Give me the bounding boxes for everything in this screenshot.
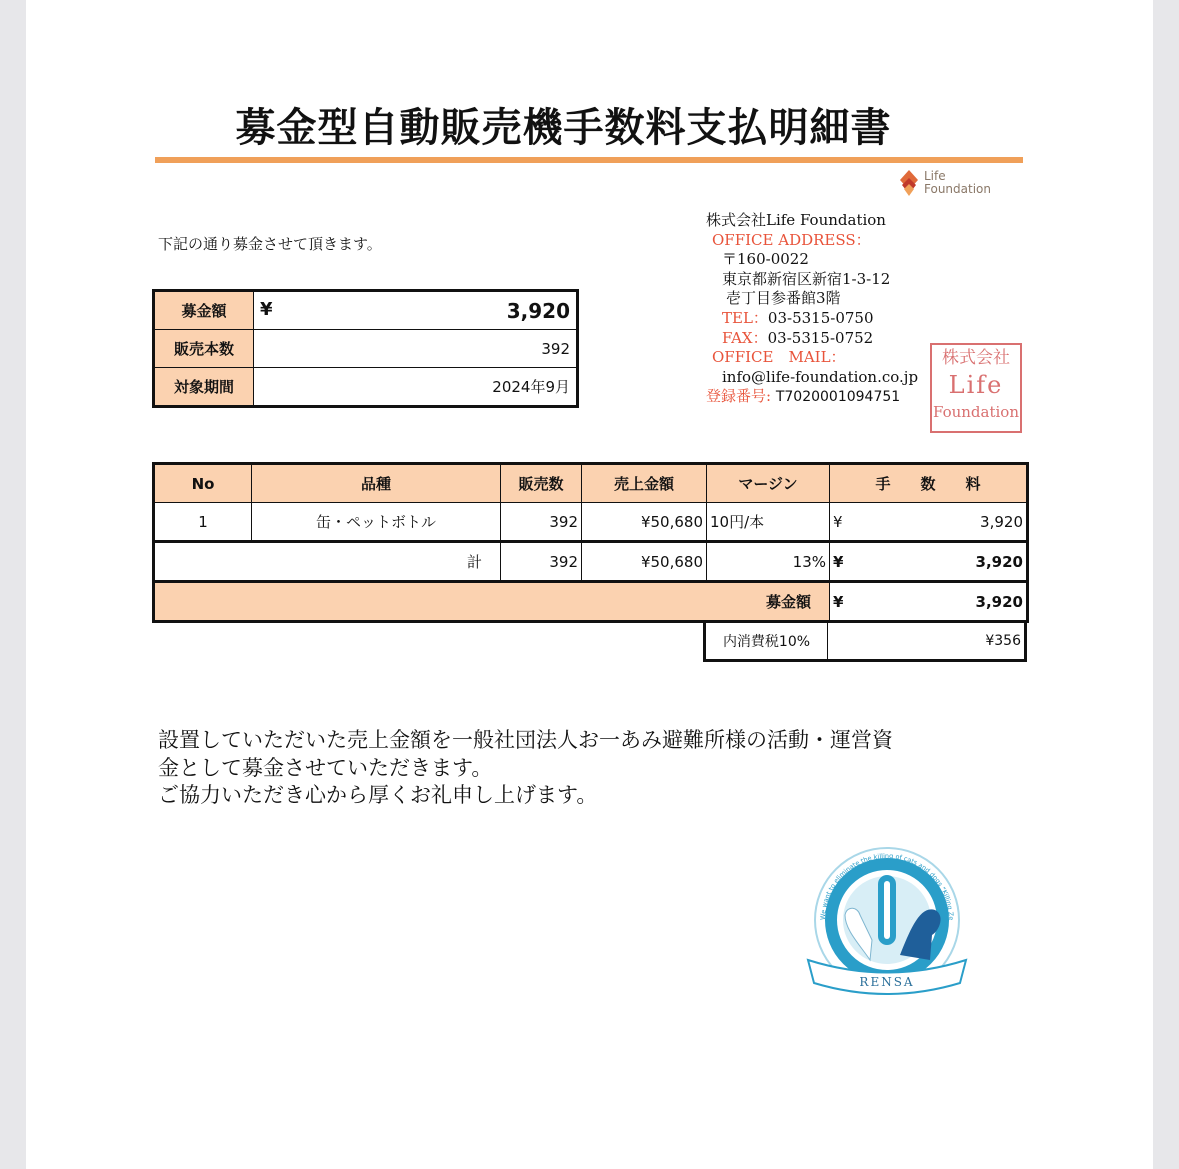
summary-row xyxy=(154,368,578,407)
summary-table xyxy=(152,289,579,408)
donation-amount: 3,920 xyxy=(506,298,570,323)
address-line2: 壱丁目参番館3階 xyxy=(726,289,841,308)
postal-code: 〒160-0022 xyxy=(722,250,809,269)
logo-wordmark: Life Foundation xyxy=(924,169,991,196)
company-name: 株式会社Life Foundation xyxy=(706,211,886,229)
rensa-emblem-icon xyxy=(800,835,975,1010)
tax-row xyxy=(705,622,1026,661)
cell-qty: 392 xyxy=(501,503,582,542)
cell-item: 缶・ペットボトル xyxy=(252,503,501,542)
mail-address: info@life-foundation.co.jp xyxy=(722,367,919,386)
col-header-sales: 売上金額 xyxy=(582,464,707,503)
tax-label: 内消費税10% xyxy=(705,622,828,661)
life-foundation-logo xyxy=(896,168,992,202)
summary-value: 2024年9月 xyxy=(254,368,578,407)
company-info xyxy=(706,211,918,408)
cell-margin: 10円/本 xyxy=(707,503,830,542)
col-header-fee: 手 数 料 xyxy=(830,464,1028,503)
address-line1: 東京都新宿区新宿1-3-12 xyxy=(722,269,891,288)
summary-value xyxy=(254,291,578,330)
total-sales: ¥50,680 xyxy=(582,542,707,582)
svg-text:RENSA: RENSA xyxy=(859,975,915,989)
tax-table xyxy=(703,620,1027,662)
col-header-item: 品種 xyxy=(252,464,501,503)
donation-label: 募金額 xyxy=(154,582,830,622)
total-label: 計 xyxy=(154,542,501,582)
note-line: 設置していただいた売上金額を一般社団法人お一あみ避難所様の活動・運営資 xyxy=(158,728,893,752)
cell-sales: ¥50,680 xyxy=(582,503,707,542)
detail-row xyxy=(154,503,1028,542)
flame-logo-icon xyxy=(896,168,922,198)
company-seal: 株式会社 Life Foundation xyxy=(930,343,1022,433)
summary-label: 対象期間 xyxy=(154,368,254,407)
rensa-logo xyxy=(800,835,975,1010)
col-header-margin: マージン xyxy=(707,464,830,503)
mail-label: OFFICE MAIL： xyxy=(712,348,846,367)
col-header-no: No xyxy=(154,464,252,503)
note-line: 金として募金させていただきます。 xyxy=(158,755,493,780)
intro-text: 下記の通り募金させて頂きます。 xyxy=(158,235,382,253)
page-title: 募金型自動販売機手数料支払明細書 xyxy=(235,105,892,151)
fax-line: FAX：03-5315-0752 xyxy=(722,328,874,347)
summary-row xyxy=(154,330,578,368)
detail-table xyxy=(152,462,1029,623)
total-fee: ¥ 3,920 xyxy=(830,542,1028,582)
detail-header-row xyxy=(154,464,1028,503)
summary-label: 販売本数 xyxy=(154,330,254,368)
note-line: ご協力いただき心から厚くお礼申し上げます。 xyxy=(158,783,598,807)
title-underline xyxy=(155,157,1023,163)
closing-note xyxy=(158,727,1028,810)
total-row xyxy=(154,542,1028,582)
tel-line: TEL：03-5315-0750 xyxy=(722,308,874,327)
cell-fee: ¥ 3,920 xyxy=(830,503,1028,542)
registration-line: 登録番号: T7020001094751 xyxy=(706,387,901,406)
tax-value: ¥356 xyxy=(828,622,1026,661)
cell-no: 1 xyxy=(154,503,252,542)
donation-row xyxy=(154,582,1028,622)
total-qty: 392 xyxy=(501,542,582,582)
address-label: OFFICE ADDRESS： xyxy=(712,230,871,249)
summary-row xyxy=(154,291,578,330)
summary-value: 392 xyxy=(254,330,578,368)
col-header-qty: 販売数 xyxy=(501,464,582,503)
total-margin: 13% xyxy=(707,542,830,582)
donation-value: ¥ 3,920 xyxy=(830,582,1028,622)
svg-text:We want to eliminate the killi: We want to eliminate the killing of cats and dogs "Killing Ze xyxy=(818,852,956,921)
currency-symbol: ¥ xyxy=(260,298,273,320)
summary-label: 募金額 xyxy=(154,291,254,330)
